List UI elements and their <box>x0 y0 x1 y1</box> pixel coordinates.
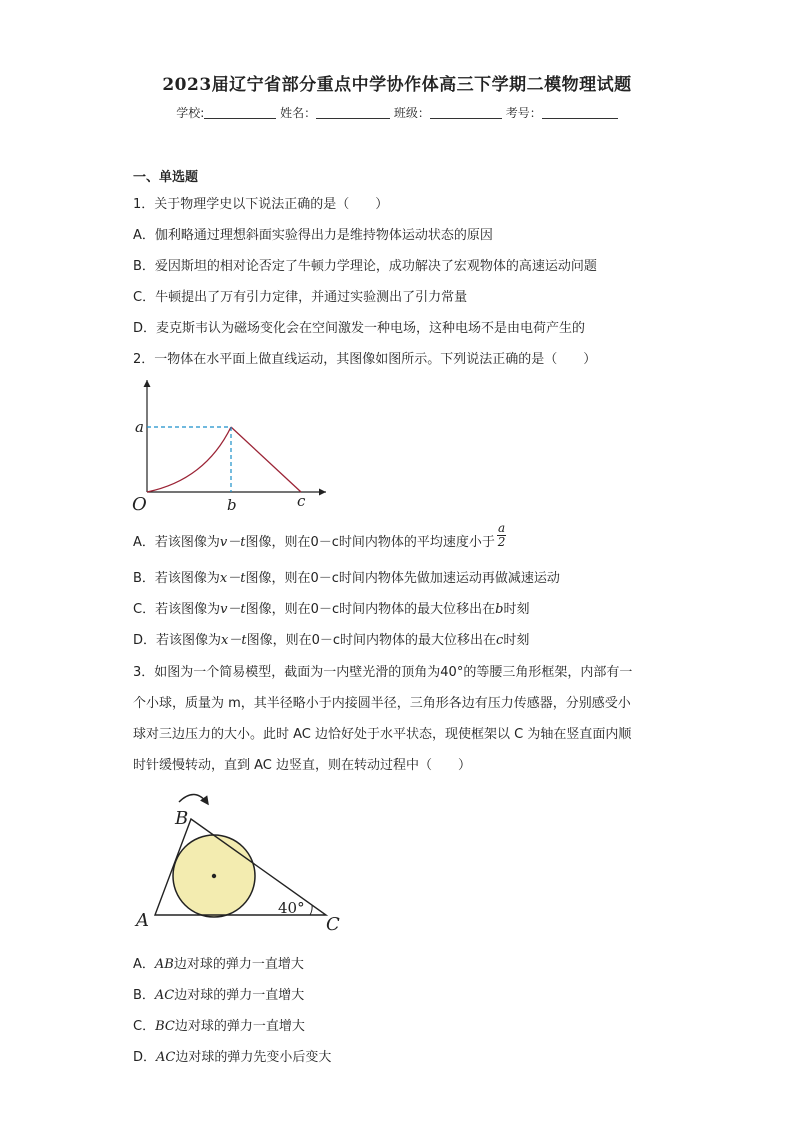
q2-graph <box>130 372 340 520</box>
q1-option-c[interactable]: C．牛顿提出了万有引力定律，并通过实验测出了引力常量 <box>133 290 468 305</box>
vertex-label-c: C <box>326 914 340 935</box>
fraction-denominator: 2 <box>497 535 506 549</box>
q3-triangle-figure <box>130 782 350 937</box>
q2d-end: 时刻 <box>503 633 530 648</box>
fraction-numerator: a <box>497 521 506 535</box>
q2c-mid: 图像，则在 <box>245 602 311 617</box>
q3b-side: AC <box>154 988 175 1003</box>
q2b-graph-type: x－t <box>219 571 246 586</box>
vertex-label-a: A <box>136 910 149 931</box>
q3-stem-line-4: 时针缓慢转动，直到 AC 边竖直，则在转动过程中（ ） <box>133 758 472 773</box>
graph-falling-line <box>231 427 301 492</box>
q3-option-b[interactable] <box>133 984 304 1003</box>
q2c-end: 时刻 <box>503 602 530 617</box>
q3a-letter: A． <box>133 957 155 972</box>
q1-option-d[interactable]: D．麦克斯韦认为磁场变化会在空间激发一种电场，这种电场不是由电荷产生的 <box>133 321 586 336</box>
q3c-side: BC <box>155 1019 175 1034</box>
q3d-letter: D． <box>133 1050 157 1065</box>
q3-option-d[interactable] <box>133 1046 331 1065</box>
q3d-text: 边对球的弹力先变小后变大 <box>175 1050 332 1065</box>
student-info-line <box>0 104 794 121</box>
q2-option-b[interactable] <box>133 567 560 586</box>
q2a-range: 0－c <box>310 535 339 550</box>
q2c-time: b <box>495 602 504 617</box>
q3d-side: AC <box>156 1050 176 1065</box>
rotation-arrow <box>179 794 208 804</box>
q2-option-d[interactable] <box>133 629 529 648</box>
q3c-text: 边对球的弹力一直增大 <box>174 1019 305 1034</box>
label-origin: O <box>132 494 147 515</box>
q1-option-a[interactable]: A．伽利略通过理想斜面实验得出力是维持物体运动状态的原因 <box>133 228 493 243</box>
q3-stem-line-1: 3．如图为一个简易模型，截面为一内壁光滑的顶角为40°的等腰三角形框架，内部有一 <box>133 665 633 680</box>
angle-arc <box>310 905 312 915</box>
q3b-text: 边对球的弹力一直增大 <box>174 988 305 1003</box>
q3c-letter: C． <box>133 1019 156 1034</box>
school-label: 学校: <box>176 106 205 120</box>
class-blank[interactable] <box>430 106 502 119</box>
q2c-post: 时间内物体的最大位移出在 <box>339 602 496 617</box>
q2-option-a[interactable] <box>133 521 506 550</box>
q2b-mid: 图像，则在 <box>245 571 311 586</box>
q2-stem: 2．一物体在水平面上做直线运动，其图像如图所示。下列说法正确的是（ ） <box>133 352 597 367</box>
q2c-range: 0－c <box>310 602 340 617</box>
q3-stem-line-3: 球对三边压力的大小。此时 AC 边恰好处于水平状态，现使框架以 C 为轴在竖直面内顺 <box>133 727 632 742</box>
q2a-graph-type: v－t <box>219 535 246 550</box>
q2b-pre: B．若该图像为 <box>133 571 220 586</box>
q2d-pre: D．若该图像为 <box>133 633 222 648</box>
q3a-text: 边对球的弹力一直增大 <box>173 957 304 972</box>
school-blank[interactable] <box>204 106 276 119</box>
label-a: a <box>135 418 144 436</box>
q2d-mid: 图像，则在 <box>246 633 312 648</box>
label-c: c <box>297 492 306 510</box>
name-blank[interactable] <box>316 106 390 119</box>
q1-stem: 1．关于物理学史以下说法正确的是（ ） <box>133 197 389 212</box>
q2a-post: 时间内物体的平均速度小于 <box>338 535 495 550</box>
q3b-letter: B． <box>133 988 155 1003</box>
vertex-label-b: B <box>175 808 189 829</box>
q2b-range: 0－c <box>310 571 339 586</box>
number-label: 考号： <box>505 106 542 120</box>
q3a-side: AB <box>154 957 174 972</box>
number-blank[interactable] <box>542 106 618 119</box>
q2a-pre: A．若该图像为 <box>133 535 220 550</box>
name-label: 姓名： <box>280 106 317 120</box>
q2a-fraction <box>497 522 506 549</box>
q3-option-c[interactable] <box>133 1015 305 1034</box>
q2c-graph-type: v－t <box>220 602 246 617</box>
q2b-post: 时间内物体先做加速运动再做减速运动 <box>338 571 560 586</box>
q3-stem-line-2: 个小球，质量为 m，其半径略小于内接圆半径，三角形各边有压力传感器，分别感受小 <box>133 696 631 711</box>
section-heading-single-choice: 一、单选题 <box>133 170 199 185</box>
q2a-mid: 图像，则在 <box>245 535 311 550</box>
q2d-post: 时间内物体的最大位移出在 <box>340 633 497 648</box>
document-title: 2023届辽宁省部分重点中学协作体高三下学期二模物理试题 <box>162 75 632 95</box>
angle-label: 40° <box>278 899 305 917</box>
ball-center-dot <box>212 874 216 878</box>
q2d-graph-type: x－t <box>221 633 247 648</box>
q3-option-a[interactable] <box>133 953 304 972</box>
q1-option-b[interactable]: B．爱因斯坦的相对论否定了牛顿力学理论，成功解决了宏观物体的高速运动问题 <box>133 259 597 274</box>
label-b: b <box>227 496 237 514</box>
q2c-pre: C．若该图像为 <box>133 602 221 617</box>
q2d-time: c <box>496 633 504 648</box>
graph-rising-curve <box>147 427 231 492</box>
class-label: 班级： <box>393 106 430 120</box>
q2-option-c[interactable] <box>133 598 529 617</box>
q2d-range: 0－c <box>311 633 341 648</box>
